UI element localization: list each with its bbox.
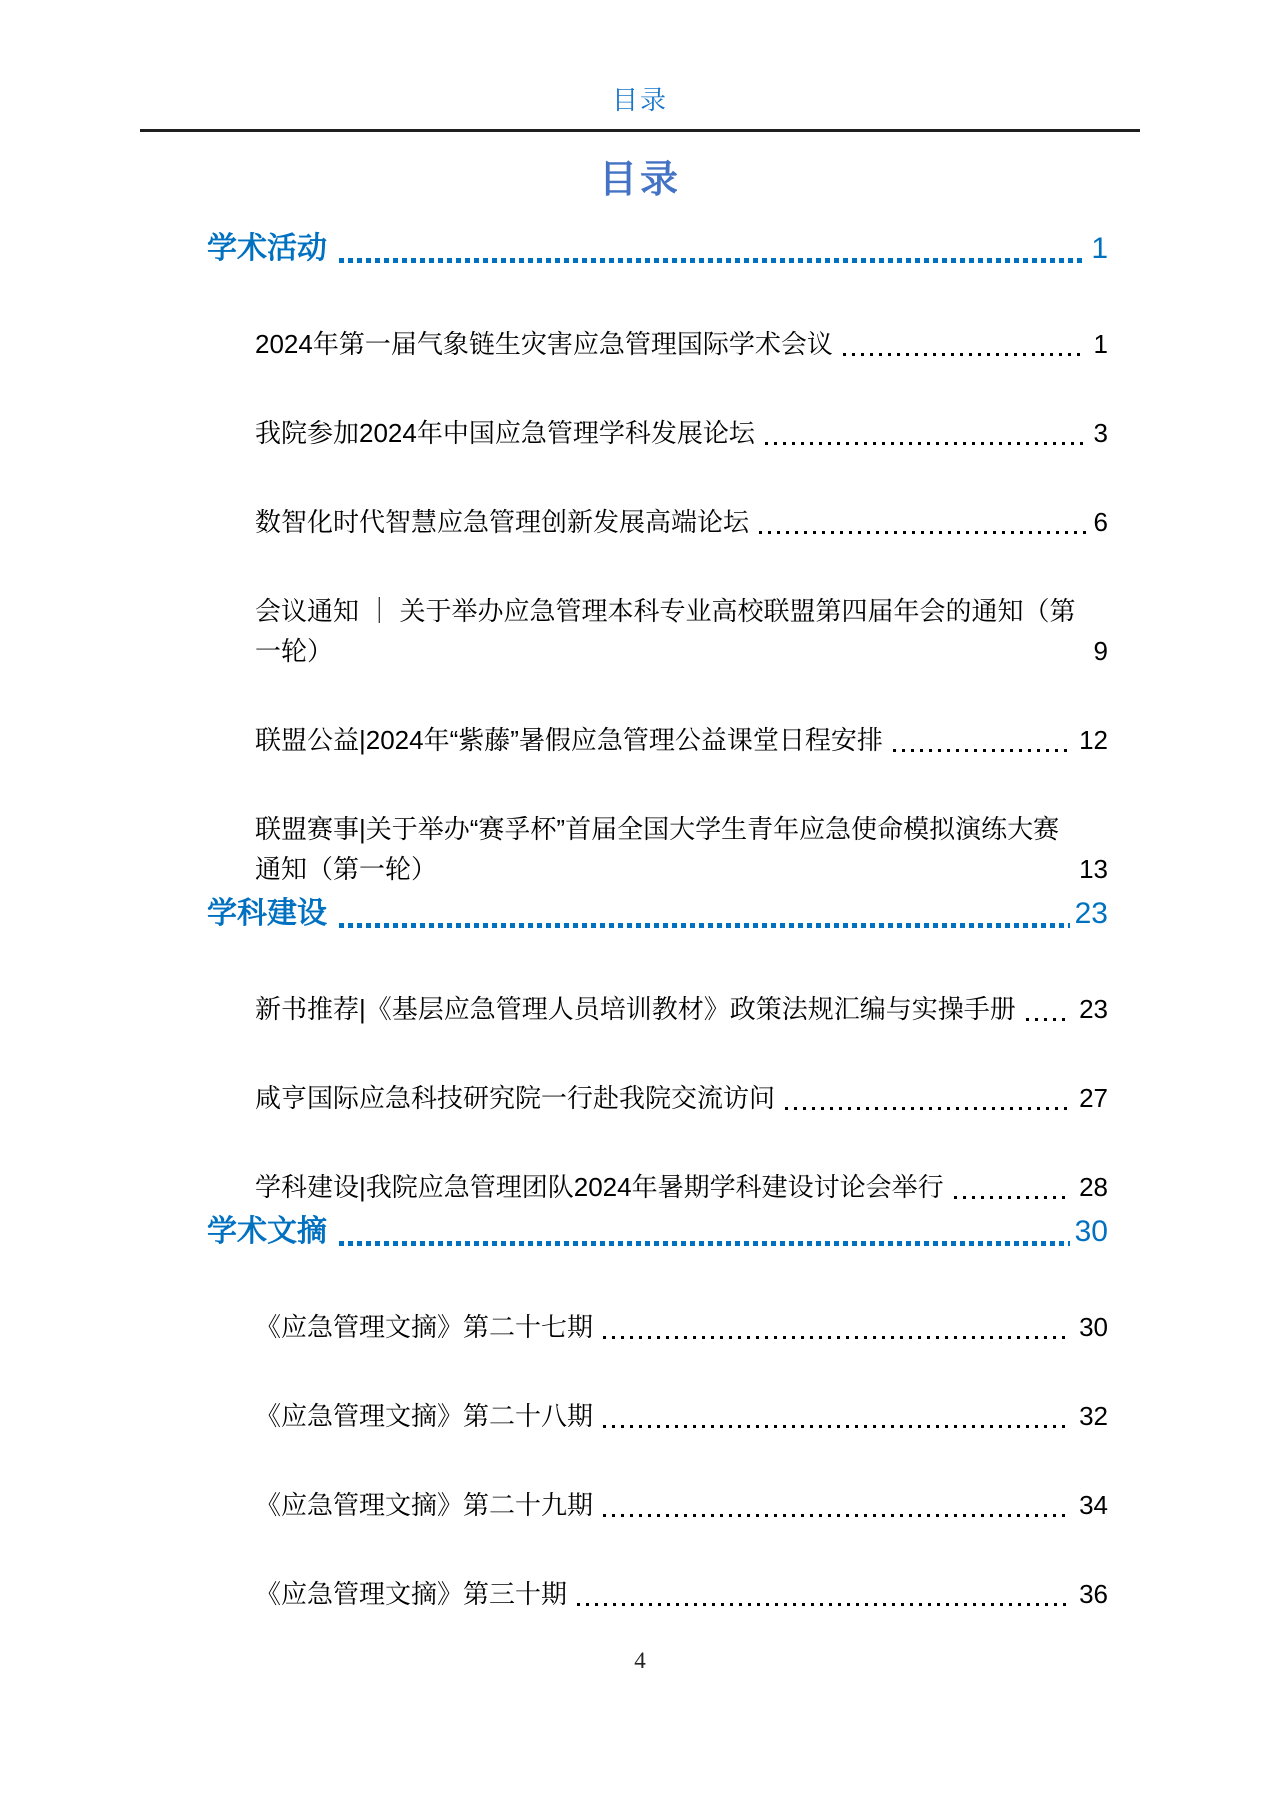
toc-section-heading[interactable] — [207, 228, 1108, 270]
dot-leader — [843, 353, 1086, 356]
toc-entry[interactable] — [207, 1485, 1108, 1525]
dot-leader — [339, 1241, 1070, 1246]
toc-entry-page-number: 34 — [1079, 1490, 1108, 1520]
toc-entry-text: 联盟公益|2024年“紫藤”暑假应急管理公益课堂日程安排 — [255, 725, 883, 755]
dot-leader — [954, 1196, 1071, 1199]
toc-heading-label: 学术活动 — [207, 232, 327, 265]
toc-entry-text: 《应急管理文摘》第三十期 — [255, 1579, 568, 1609]
toc-entry-text: 数智化时代智慧应急管理创新发展高端论坛 — [255, 507, 750, 537]
dot-leader — [759, 531, 1086, 534]
toc — [207, 228, 1108, 1614]
dot-leader — [339, 923, 1070, 928]
dot-leader — [603, 1425, 1071, 1428]
dot-leader — [577, 1603, 1071, 1606]
dot-leader — [603, 1336, 1071, 1339]
toc-entry-page-number: 30 — [1079, 1312, 1108, 1342]
toc-entry-text: 我院参加2024年中国应急管理学科发展论坛 — [255, 418, 755, 448]
dot-leader — [603, 1514, 1071, 1517]
toc-entry-text: 咸亨国际应急科技研究院一行赴我院交流访问 — [255, 1083, 776, 1113]
toc-entry[interactable] — [207, 413, 1108, 453]
toc-entry-page-number: 12 — [1079, 725, 1108, 755]
toc-entry[interactable] — [207, 1078, 1108, 1118]
toc-entry-page-number: 13 — [1079, 854, 1108, 884]
toc-entry-page-number: 23 — [1079, 994, 1108, 1024]
toc-section-heading[interactable] — [207, 893, 1108, 935]
page-header — [140, 80, 1140, 132]
toc-entry-text: 《应急管理文摘》第二十七期 — [255, 1312, 594, 1342]
footer-page-number: 4 — [634, 1648, 646, 1673]
toc-entry[interactable] — [207, 1167, 1108, 1207]
toc-entry-page-number: 36 — [1079, 1579, 1108, 1609]
toc-entry[interactable] — [207, 1307, 1108, 1347]
dot-leader — [339, 258, 1086, 263]
toc-entry[interactable] — [207, 809, 1108, 889]
page-footer — [0, 1648, 1280, 1674]
toc-entry-text: 《应急管理文摘》第二十八期 — [255, 1401, 594, 1431]
dot-leader — [765, 442, 1086, 445]
toc-entry-text: 联盟赛事|关于举办“赛孚杯”首届全国大学生青年应急使命模拟演练大赛通知（第一轮） — [255, 814, 1060, 884]
toc-entry-page-number: 28 — [1079, 1172, 1108, 1202]
dot-leader — [893, 749, 1071, 752]
toc-heading-page-number: 23 — [1074, 897, 1108, 930]
toc-entry[interactable] — [207, 324, 1108, 364]
toc-entry[interactable] — [207, 1396, 1108, 1436]
toc-entry-text: 新书推荐|《基层应急管理人员培训教材》政策法规汇编与实操手册 — [255, 994, 1016, 1024]
toc-entry[interactable] — [207, 989, 1108, 1029]
toc-entry[interactable] — [207, 1574, 1108, 1614]
header-title: 目录 — [611, 86, 668, 115]
toc-entry-text: 2024年第一届气象链生灾害应急管理国际学术会议 — [255, 329, 833, 359]
toc-entry-page-number: 3 — [1093, 418, 1108, 448]
toc-entry[interactable] — [207, 591, 1108, 671]
toc-heading-label: 学术文摘 — [207, 1215, 327, 1248]
toc-entry-text: 学科建设|我院应急管理团队2024年暑期学科建设讨论会举行 — [255, 1172, 944, 1202]
toc-entry-page-number: 6 — [1093, 507, 1108, 537]
toc-entry-page-number: 32 — [1079, 1401, 1108, 1431]
toc-entry-text: 《应急管理文摘》第二十九期 — [255, 1490, 594, 1520]
toc-heading-label: 学科建设 — [207, 897, 327, 930]
toc-entry-page-number: 9 — [1093, 636, 1108, 666]
toc-entry-text: 会议通知 ｜ 关于举办应急管理本科专业高校联盟第四届年会的通知（第一轮） — [255, 596, 1076, 666]
dot-leader — [1026, 1018, 1071, 1021]
toc-entry[interactable] — [207, 720, 1108, 760]
toc-entry[interactable] — [207, 502, 1108, 542]
document-title: 目录 — [598, 159, 681, 201]
toc-heading-page-number: 30 — [1074, 1215, 1108, 1248]
dot-leader — [785, 1107, 1071, 1110]
toc-heading-page-number: 1 — [1091, 232, 1108, 265]
toc-entry-page-number: 1 — [1093, 329, 1108, 359]
toc-section-heading[interactable] — [207, 1211, 1108, 1253]
toc-entry-page-number: 27 — [1079, 1083, 1108, 1113]
